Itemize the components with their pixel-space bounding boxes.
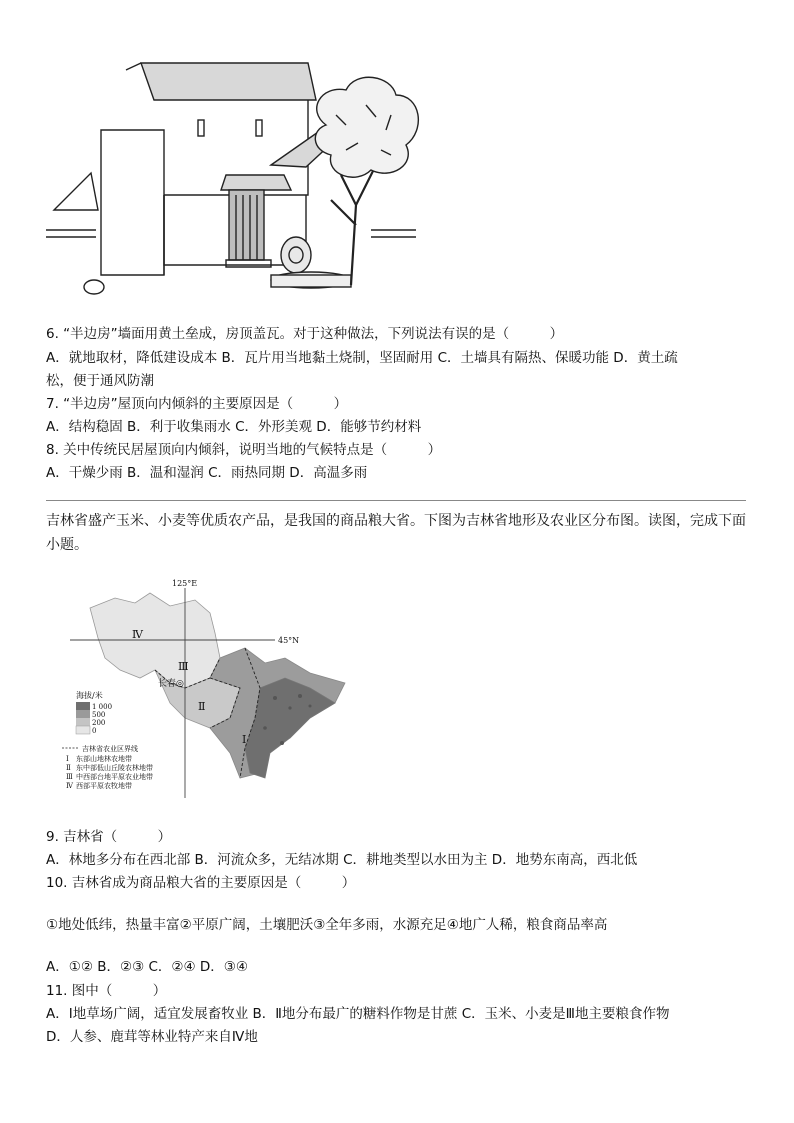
zone-2-label: Ⅱ — [198, 700, 206, 713]
svg-text:西部平原农牧地带: 西部平原农牧地带 — [76, 782, 132, 790]
svg-text:0: 0 — [92, 727, 97, 735]
zone-3-label: Ⅲ — [178, 660, 189, 673]
legend-title: 海拔/米 — [76, 691, 103, 700]
svg-text:东中部低山丘陵农林地带: 东中部低山丘陵农林地带 — [76, 764, 153, 772]
q9-options: A．林地多分布在西北部 B．河流众多，无结冰期 C．耕地类型以水田为主 D．地势东南高，西北低 — [46, 852, 638, 868]
q7-stem: 7. “半边房”屋顶向内倾斜的主要原因是（ ） — [46, 396, 348, 412]
svg-text:东部山地林农地带: 东部山地林农地带 — [76, 755, 132, 763]
svg-text:Ⅳ: Ⅳ — [66, 782, 73, 790]
q6-stem: 6. “半边房”墙面用黄土垒成，房顶盖瓦。对于这种做法，下列说法有误的是（ ） — [46, 326, 564, 342]
section-divider — [46, 500, 746, 501]
svg-text:Ⅲ: Ⅲ — [66, 773, 73, 781]
passage-intro: 吉林省盛产玉米、小麦等优质农产品，是我国的商品粮大省。下图为吉林省地形及农业区分布图。读图，完成下面小题。 — [46, 513, 746, 553]
q8-stem: 8. 关中传统民居屋顶向内倾斜，说明当地的气候特点是（ ） — [46, 442, 442, 458]
zone-4-label: Ⅳ — [132, 628, 143, 641]
svg-text:500: 500 — [92, 711, 106, 719]
q6-options-line2: 松，便于通风防潮 — [46, 373, 154, 389]
q10-statements: ①地处低纬，热量丰富②平原广阔，土壤肥沃③全年多雨，水源充足④地广人稀，粮食商品率高 — [46, 917, 608, 933]
q11-options-line1: A．Ⅰ地草场广阔，适宜发展畜牧业 B．Ⅱ地分布最广的糖料作物是甘蔗 C．玉米、小麦是Ⅲ地主要粮食作物 — [46, 1006, 670, 1022]
q8-options: A．干燥少雨 B．温和湿润 C．雨热同期 D．高温多雨 — [46, 465, 368, 481]
q10-options: A．①② B．②③ C．②④ D．③④ — [46, 959, 249, 975]
q10-stem: 10. 吉林省成为商品粮大省的主要原因是（ ） — [46, 875, 356, 891]
zone-4-area — [90, 593, 220, 688]
legend-boundary: 吉林省农业区界线 — [82, 745, 138, 753]
q6-options-line1: A．就地取材，降低建设成本 B．瓦片用当地黏土烧制，坚固耐用 C．土墙具有隔热、保暖功能 D．黄土疏 — [46, 350, 678, 366]
svg-text:1 000: 1 000 — [92, 703, 113, 711]
longitude-label: 125°E — [172, 579, 198, 588]
house-illustration — [46, 55, 426, 300]
city-label: 长春◎ — [158, 679, 184, 689]
q9-stem: 9. 吉林省（ ） — [46, 829, 172, 845]
q11-options-line2: D．人参、鹿茸等林业特产来自Ⅳ地 — [46, 1029, 258, 1045]
svg-text:Ⅱ: Ⅱ — [66, 764, 71, 772]
svg-text:200: 200 — [92, 719, 106, 727]
svg-text:Ⅰ: Ⅰ — [66, 755, 69, 763]
q11-stem: 11. 图中（ ） — [46, 983, 167, 999]
latitude-label: 45°N — [278, 636, 300, 645]
q7-options: A．结构稳固 B．利于收集雨水 C．外形美观 D．能够节约材料 — [46, 419, 422, 435]
svg-text:中西部台地平原农业地带: 中西部台地平原农业地带 — [76, 773, 153, 781]
zone-1-label: Ⅰ — [242, 733, 247, 746]
jilin-map — [60, 578, 360, 803]
